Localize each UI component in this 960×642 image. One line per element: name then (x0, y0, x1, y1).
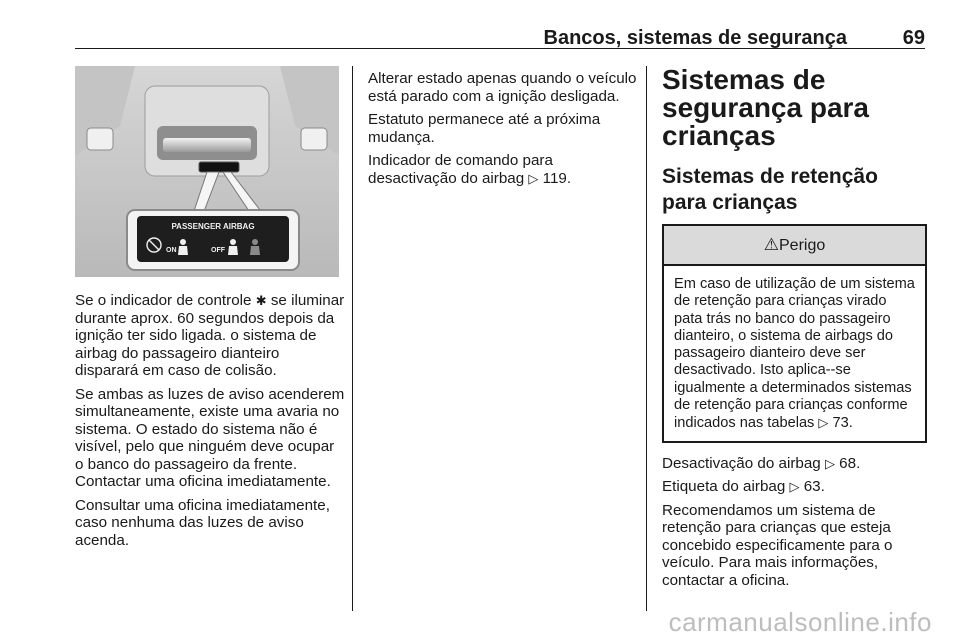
danger-box (662, 224, 927, 443)
column-divider-right (646, 66, 647, 611)
page-number: 69 (902, 27, 925, 49)
link-airbag-label: Etiqueta do airbag ▷ 63. (662, 478, 825, 496)
link-airbag-deactivation: Desactivação do airbag ▷ 68. (662, 454, 861, 472)
danger-text: Em caso de utilização de um sistema de retenção para crianças virado pata trás no banco do passageiro dianteiro, o sistema de airbags do passageiro dianteiro deve ser desactivado. Isto aplica--se igualmente a determinados sistemas de retenção para crianças conforme indicados nas tabelas ▷ 73. (674, 276, 915, 432)
passenger-on-icon (180, 239, 186, 245)
section-heading: Sistemas de segurança para crianças (662, 64, 869, 151)
panel-label: PASSENGER AIRBAG (171, 222, 255, 231)
warning-triangle-icon: ⚠ (763, 235, 779, 254)
danger-title: Perigo (779, 237, 826, 254)
page-ref-arrow-icon: ▷ (824, 455, 835, 471)
paragraph-change-state: Alterar estado apenas quando o veículo está parado com a ignição desligada. (368, 70, 637, 105)
paragraph-no-light: Consultar uma oficina imediatamente, caso nenhuma das luzes de aviso acenda. (75, 496, 330, 549)
column-middle (368, 70, 638, 193)
paragraph-indicator: Se o indicador de controle ✱ se iluminar durante aprox. 60 segundos depois da ignição ter sido ligada. o sistema de airbag do passageiro dianteiro disparará em caso de colisão. (75, 292, 345, 379)
paragraph-status-remains: Estatuto permanece até a próxima mudança. (368, 111, 601, 146)
passenger-dim-icon (252, 239, 258, 245)
paragraph-indicator-ref: Indicador de comando para desactivação do airbag ▷ 119. (368, 152, 572, 187)
page-ref-arrow-icon: ▷ (528, 170, 539, 186)
off-label: OFF (211, 247, 225, 254)
column-left (75, 292, 345, 555)
page-ref-arrow-icon: ▷ (789, 479, 800, 495)
on-label: ON (166, 247, 177, 254)
danger-header (664, 226, 925, 266)
paragraph-recommendation: Recomendamos um sistema de retenção para crianças que esteja concebido especificamente para o veículo. Para mais informações, contactar a oficina. (662, 501, 893, 589)
page-ref-arrow-icon: ▷ (818, 415, 829, 431)
watermark: carmanualsonline.info (668, 607, 932, 637)
airbag-panel-illustration (75, 66, 339, 277)
airbag-panel-figure (75, 66, 339, 277)
paragraph-both-lights: Se ambas as luzes de aviso acenderem simultaneamente, existe uma avaria no sistema. O estado do sistema não é visível, pelo que ninguém deve ocupar o banco do passageiro da frente. Contactar uma oficina imediatamente. (75, 385, 345, 490)
airbag-indicator-icon: ✱ (255, 293, 267, 308)
passenger-off-icon (230, 239, 236, 245)
header-title: Bancos, sistemas de segurança (543, 27, 847, 49)
column-right (662, 66, 927, 595)
subsection-heading: Sistemas de retenção para crianças (662, 165, 878, 214)
page-header (75, 28, 925, 49)
column-divider-left (352, 66, 353, 611)
